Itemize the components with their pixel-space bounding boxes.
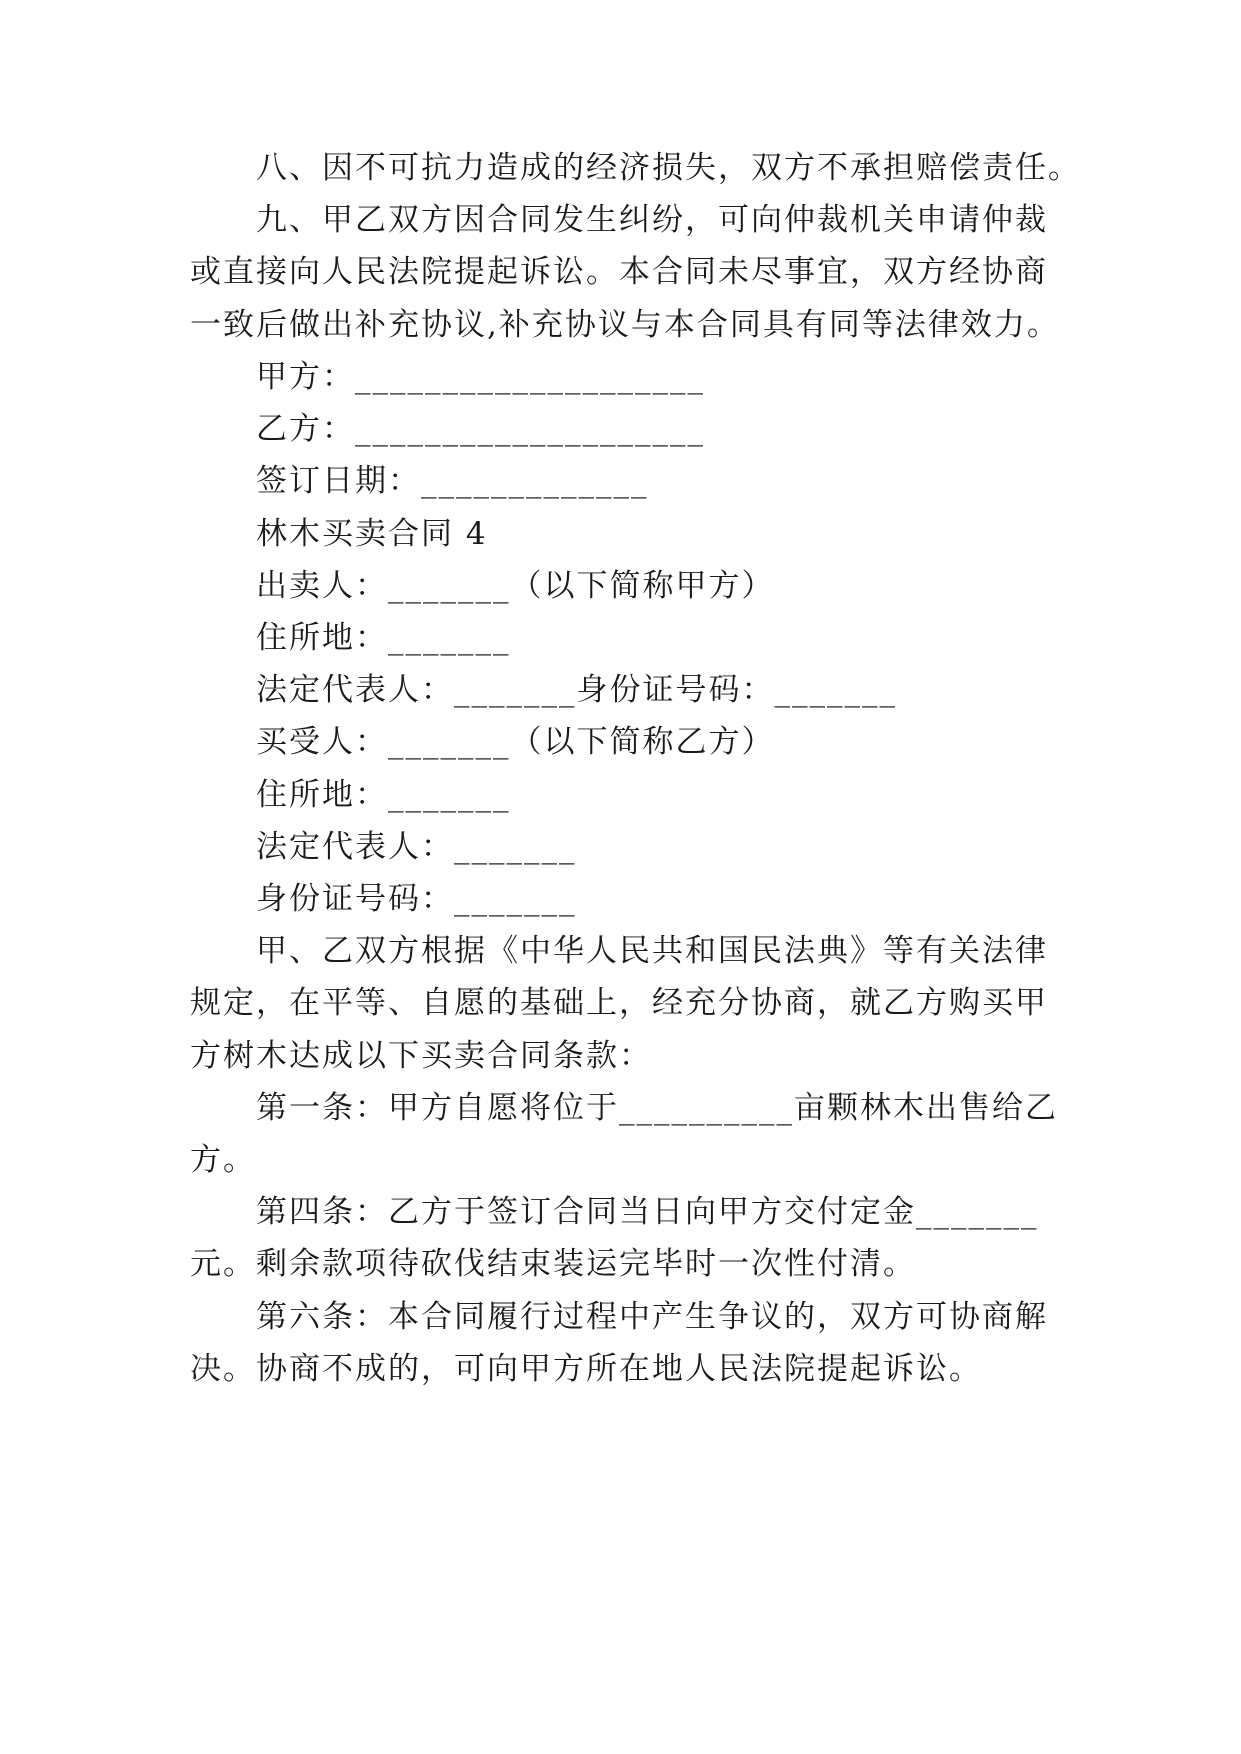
party-b-signature-line: 乙方：____________________ <box>256 411 705 447</box>
article-six-line-2: 决。协商不成的，可向甲方所在地人民法院提起诉讼。 <box>190 1351 982 1387</box>
seller-address-line: 住所地：_______ <box>256 620 511 656</box>
clause-nine-line-3: 一致后做出补充协议,补充协议与本合同具有同等法律效力。 <box>190 307 1060 343</box>
clause-nine-line-1: 九、甲乙双方因合同发生纠纷，可向仲裁机关申请仲裁 <box>256 202 1048 238</box>
article-six-line-1: 第六条：本合同履行过程中产生争议的，双方可协商解 <box>256 1299 1048 1335</box>
buyer-line: 买受人：_______（以下简称乙方） <box>256 724 775 760</box>
contract-title: 林木买卖合同 4 <box>256 516 488 552</box>
preamble-line-2: 规定，在平等、自愿的基础上，经充分协商，就乙方购买甲 <box>190 985 1048 1021</box>
preamble-line-1: 甲、乙双方根据《中华人民共和国民法典》等有关法律 <box>256 933 1048 969</box>
buyer-address-line: 住所地：_______ <box>256 777 511 813</box>
clause-nine-line-2: 或直接向人民法院提起诉讼。本合同未尽事宜，双方经协商 <box>190 254 1048 290</box>
seller-representative-line: 法定代表人：_______身份证号码：_______ <box>256 672 897 708</box>
preamble-line-3: 方树木达成以下买卖合同条款： <box>190 1038 652 1074</box>
buyer-id-line: 身份证号码：_______ <box>256 881 577 917</box>
buyer-representative-line: 法定代表人：_______ <box>256 829 577 865</box>
article-one-line-2: 方。 <box>190 1142 256 1178</box>
article-four-line-1: 第四条：乙方于签订合同当日向甲方交付定金_______ <box>256 1194 1039 1230</box>
article-four-line-2: 元。剩余款项待砍伐结束装运完毕时一次性付清。 <box>190 1246 916 1282</box>
clause-eight: 八、因不可抗力造成的经济损失，双方不承担赔偿责任。 <box>256 150 1081 186</box>
signing-date-line: 签订日期：_____________ <box>256 463 649 499</box>
party-a-signature-line: 甲方：____________________ <box>256 359 705 395</box>
article-one-line-1: 第一条：甲方自愿将位于__________亩颗林木出售给乙 <box>256 1090 1058 1126</box>
seller-line: 出卖人：_______（以下简称甲方） <box>256 568 775 604</box>
